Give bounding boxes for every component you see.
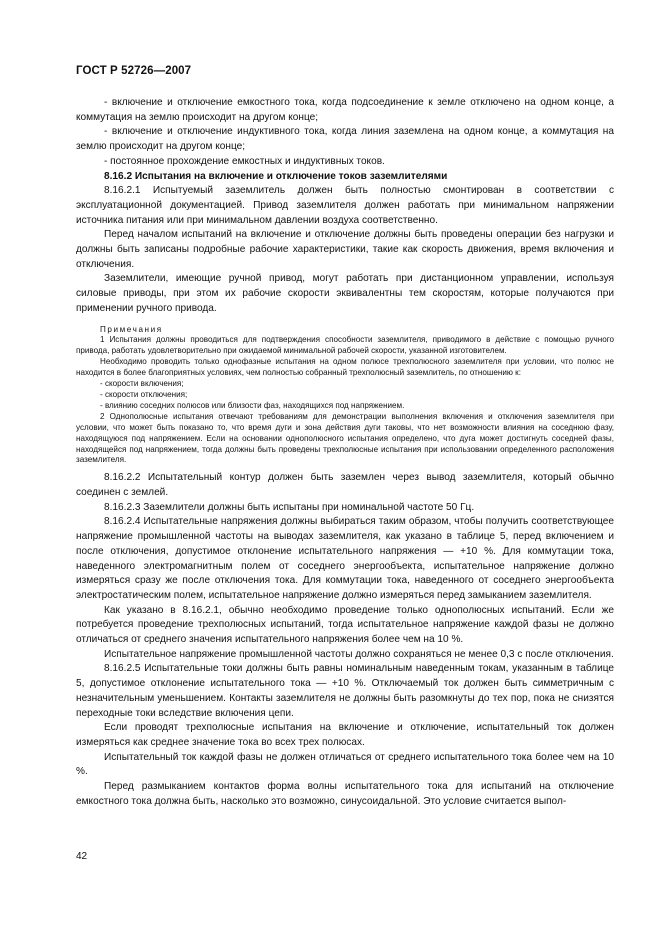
note-item: 2 Однополюсные испытания отвечают требованиям для демонстрации выполнения включения и отключения заземлителя при условии, что может быть показано то, что время дуги и зона действия дуги таковы, что нет возможности влияния на соседнюю фазу, находящуюся под напряжением. Если на основании однополюсного испытания определено, что дуга может достигнуть соседней фазы, находящейся под напряжением, тогда должны быть проведены трехполюсные испытания при использовании определенного расположения заземлителя. (76, 411, 614, 465)
paragraph: Если проводят трехполюсные испытания на включение и отключение, испытательный ток должен измеряться как среднее значение тока во всех трех полюсах. (76, 722, 614, 748)
notes-block (76, 325, 614, 467)
note-item: - влиянию соседних полюсов или близости фаз, находящихся под напряжением. (100, 400, 405, 410)
paragraph: 8.16.2.1 Испытуемый заземлитель должен быть полностью смонтирован в соответствии с эксплуатационной документацией. Привод заземлителя должен работать при минимальном напряжении источника питания или при минимальном давлении воздуха соответственно. (76, 185, 614, 226)
paragraph: Перед началом испытаний на включение и отключение должны быть проведены операции без нагрузки и должны быть записаны подробные рабочие характеристики, такие как скорость движения, время включения и отключения. (76, 229, 614, 270)
section-heading: 8.16.2 Испытания на включение и отключение токов заземлителями (104, 170, 448, 182)
paragraph: 8.16.2.5 Испытательные токи должны быть равны номинальным наведенным токам, указанным в таблице 5, допустимое отклонение испытательного тока — +10 %. Отключаемый ток должен быть симметричным с незначительным уменьшением. Контакты заземлителя не должны быть разомкнуты до тех пор, пока не снизятся переходные токи вследствие включения цепи. (76, 663, 614, 719)
paragraph: Перед размыканием контактов форма волны испытательного тока для испытаний на отключение емкостного тока должна быть, насколько это возможно, синусоидальной. Это условие считается выпол- (76, 781, 614, 807)
note-item: - скорости отключения; (100, 389, 188, 399)
paragraph: - включение и отключение индуктивного тока, когда линия заземлена на одном конце, а коммутация на землю происходит на другом конце; (76, 126, 614, 153)
note-item: 1 Испытания должны проводиться для подтверждения способности заземлителя, приводимого в действие с помощью ручного привода, работать удовлетворительно при ожидаемой минимальной рабочей скорости, указанной изготовителем. (76, 335, 614, 356)
paragraph: 8.16.2.2 Испытательный контур должен быть заземлен через вывод заземлителя, который обычно соединен с землей. (76, 472, 614, 499)
note-item: Необходимо проводить только однофазные испытания на одном полюсе трехполюсного заземлителя при условии, что полюс не находится в более благоприятных условиях, чем полностью собранный трехполюсный заземлитель, по отношению к: (76, 357, 614, 378)
page-number: 42 (76, 851, 88, 862)
paragraph: - включение и отключение емкостного тока, когда подсоединение к земле отключено на одном конце, а коммутация на землю происходит на другом конце; (76, 97, 614, 123)
paragraph: 8.16.2.4 Испытательные напряжения должны выбираться таким образом, чтобы получить соответствующее напряжение промышленной частоты на выводах заземлителя, как указано в таблице 5, перед включением и после отключения, допустимое отклонение испытательного напряжения — +10 %. Для коммутации тока, наведенного электромагнитным полем от соседнего энергообъекта, испытательное напряжение должно измеряться сразу же после отключения тока. Для коммутации тока, наведенного от соседнего энергообъекта электростатическим полем, испытательное напряжение должно измеряться перед замыканием заземлителя. (76, 516, 614, 601)
paragraph: - постоянное прохождение емкостных и индуктивных токов. (104, 155, 385, 167)
paragraph: Как указано в 8.16.2.1, обычно необходимо проведение только однополюсных испытаний. Если же потребуется проведение трехполюсных испытаний, тогда испытательное напряжение каждой фазы не должно отличаться от среднего значения испытательного напряжения более чем на 10 %. (76, 604, 614, 646)
paragraph: Испытательное напряжение промышленной частоты должно сохраняться не менее 0,3 с после отключения. (104, 648, 614, 660)
notes-title: Примечания (100, 324, 163, 334)
page-header: ГОСТ Р 52726—2007 (76, 65, 192, 77)
paragraph: 8.16.2.3 Заземлители должны быть испытаны при номинальной частоте 50 Гц. (104, 501, 475, 513)
note-item: - скорости включения; (100, 379, 184, 389)
page-content (76, 96, 614, 810)
paragraph: Испытательный ток каждой фазы не должен отличаться от среднего испытательного тока более чем на 10 %. (76, 751, 614, 778)
paragraph: Заземлители, имеющие ручной привод, могут работать при дистанционном управлении, используя силовые приводы, при этом их рабочие скорости эквивалентны тем скоростям, которые получаются при применении ручного привода. (76, 273, 614, 314)
